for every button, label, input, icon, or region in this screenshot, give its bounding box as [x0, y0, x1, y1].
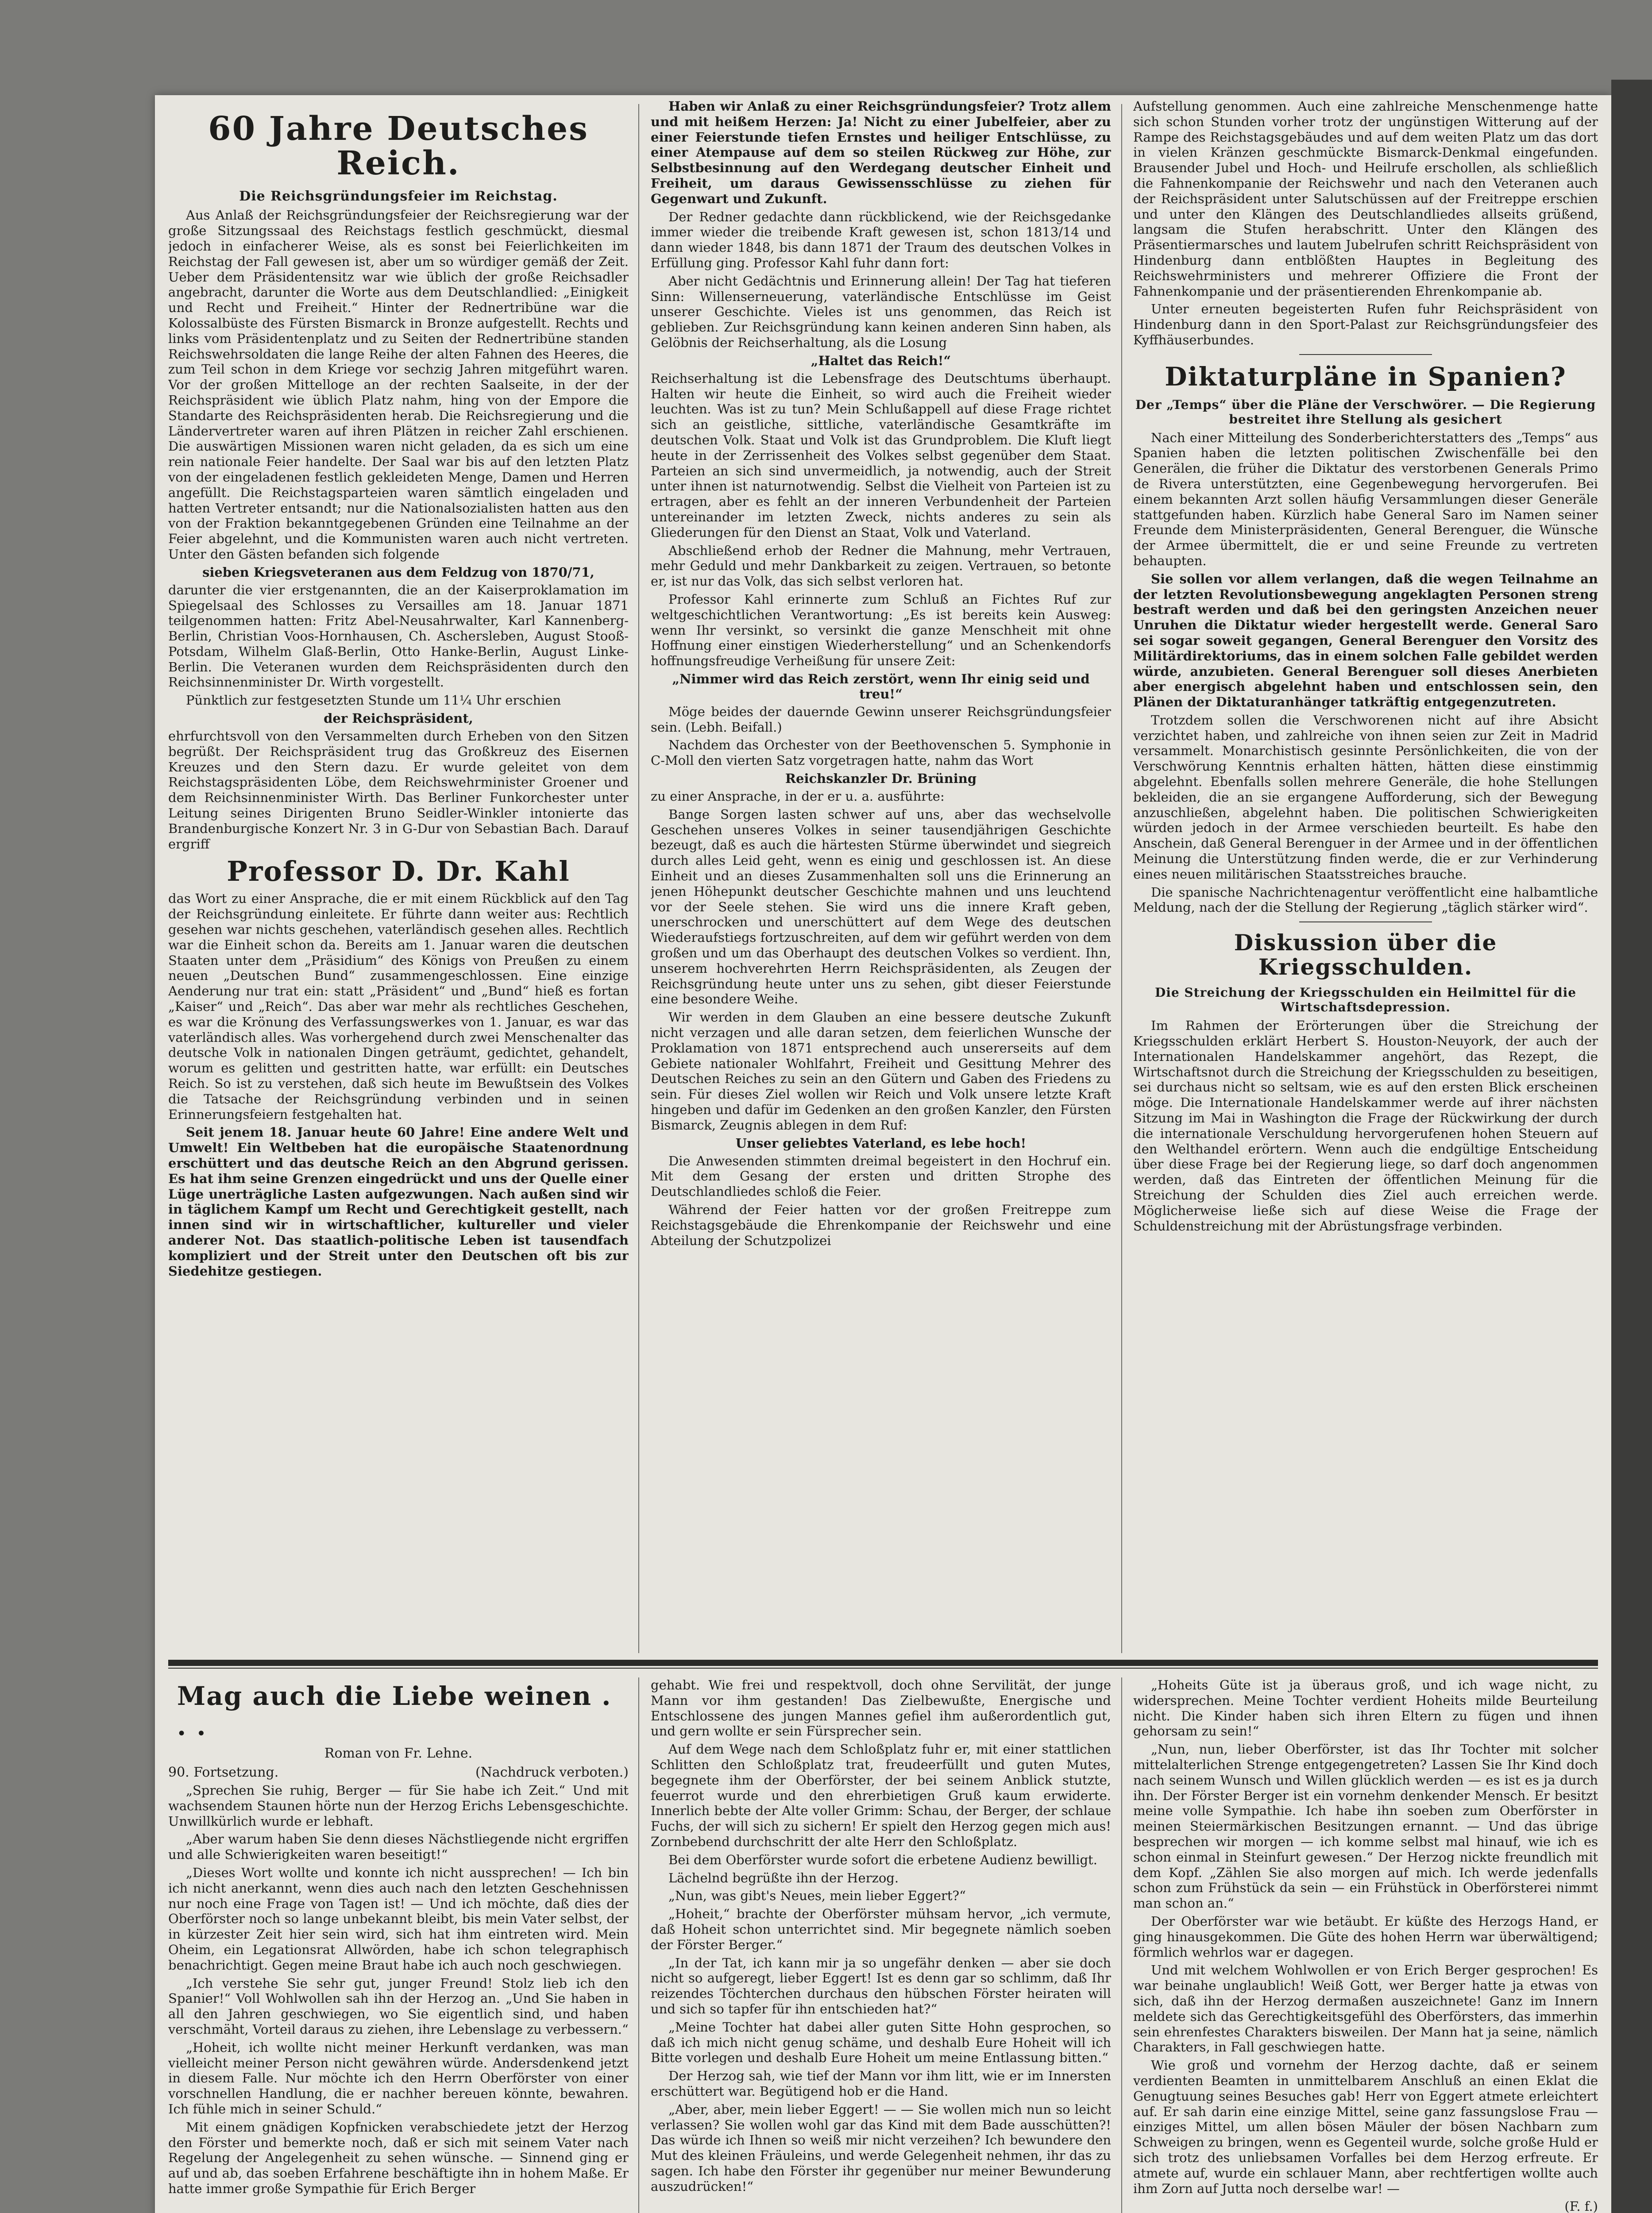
serial-continuation-mark: (F. f.) [1564, 2199, 1598, 2213]
section-divider-thin [168, 1668, 1598, 1669]
article-paragraph: Unter erneuten begeisterten Rufen fuhr Reichspräsident von Hindenburg dann in den Sport-Palast zur Reichsgründungsfeier des Kyffhäuserbundes. [1133, 301, 1598, 347]
serial-paragraph: „Hoheit, ich wollte nicht meiner Herkunft verdanken, was man vielleicht meiner Person nicht gewähren würde. Andersdenkend jetzt in diesem Falle. Nur möchte ich den Herrn Oberförster von einer vorschnellen Handlung, die er nachher bereuen könnte, bewahren. Ich fühle mich in seiner Schuld.“ [168, 2040, 629, 2117]
article-paragraph: ehrfurchtsvoll von den Versammelten durch Erheben von den Sitzen begrüßt. Der Reichspräsident trug das Großkreuz des Eisernen Kreuzes und den Stern dazu. Er wurde geleitet von dem Reichstagspräsidenten Löbe, dem Reichswehrminister Groener und dem Reichsinnenminister Wirth. Das Berliner Funkorchester unter Leitung seines Dirigenten Bruno Seidler-Winkler intonierte das Brandenburgische Konzert Nr. 3 in G-Dur von Sebastian Bach. Darauf ergriff [168, 729, 629, 852]
serial-column-1 [168, 1677, 629, 2213]
serial-paragraph: „Hoheit,“ brachte der Oberförster mühsam hervor, „ich vermute, daß Hoheit schon unterrichtet sind. Mir begegnete nämlich soeben der Förster Berger.“ [651, 1906, 1111, 1952]
serial-paragraph: „Hoheits Güte ist ja überaus groß, und ich wage nicht, zu widersprechen. Meine Tochter verdient Hoheits milde Beurteilung nicht. Die Kinder haben sich ihren Eltern zu fügen und ihnen gehorsam zu sein!“ [1133, 1677, 1598, 1739]
article-paragraph: Aufstellung genommen. Auch eine zahlreiche Menschenmenge hatte sich schon Stunden vorher trotz der ungünstigen Witterung auf der Rampe des Reichstagsgebäudes und auf dem weiten Platz um das dort in vielen Kränzen geschmückte Bismarck-Denkmal eingefunden. Brausender Jubel und Hoch- und Heilrufe erschollen, als schließlich die Fahnenkompanie der Reichswehr und nach den Veteranen auch der Reichspräsident unter Salutschüssen auf der Freitreppe erschien und unter den Klängen des Deutschlandliedes allseits grüßend, langsam die Stufen herabschritt. Unter den Klängen des Präsentiermarsches und lautem Jubelrufen schritt Reichspräsident von Hindenburg dann entblößten Hauptes in Begleitung des Reichswehrministers und mehrerer Offiziere die Front der Fahnenkompanie und der präsentierenden Ehrenkompanie ab. [1133, 99, 1598, 299]
article-paragraph: „Nimmer wird das Reich zerstört, wenn Ihr einig seid und treu!“ [672, 671, 1090, 702]
article-paragraph: Möge beides der dauernde Gewinn unserer Reichsgründungsfeier sein. (Lebh. Beifall.) [651, 704, 1111, 735]
article-paragraph: Während der Feier hatten vor der großen Freitreppe zum Reichstagsgebäude die Ehrenkompanie der Reichswehr und eine Abteilung der Schutzpolizei [651, 1202, 1111, 1248]
column-rule [638, 104, 639, 1653]
installment-number: 90. Fortsetzung. [168, 1765, 279, 1780]
article-paragraph: Aber nicht Gedächtnis und Erinnerung allein! Der Tag hat tieferen Sinn: Willenserneuerung, vaterländische Entschlüsse im Geist unserer Geschichte. Vieles ist uns genommen, das Reich ist geblieben. Zur Reichsgründung kann keinen anderen Sinn haben, als Gelöbnis der Reichserhaltung, als die Losung [651, 273, 1111, 350]
article-paragraph: Pünktlich zur festgesetzten Stunde um 11¼ Uhr erschien [186, 693, 561, 708]
column-1 [168, 99, 629, 1657]
serial-paragraph: gehabt. Wie frei und respektvoll, doch ohne Servilität, der junge Mann vor ihm gestanden! Das Zielbewußte, Energische und Entschlossene des jungen Mannes gefiel ihm außerordentlich gut, und gern wollte er sein Fürsprecher sein. [651, 1677, 1111, 1739]
article-paragraph: sieben Kriegsveteranen aus dem Feldzug von 1870/71, [202, 564, 594, 580]
serial-paragraph: Lächelnd begrüßte ihn der Herzog. [668, 1870, 899, 1885]
article-separator [1299, 354, 1432, 355]
article-headline: 60 Jahre Deutsches Reich. [208, 110, 589, 182]
column-3 [1133, 99, 1598, 1657]
serial-meta-row [168, 1765, 629, 1780]
article-subheadline: Die Streichung der Kriegsschulden ein Heilmittel für die Wirtschaftsdepression. [1154, 985, 1577, 1015]
article-paragraph: Reichserhaltung ist die Lebensfrage des Deutschtums überhaupt. Halten wir heute die Einheit, so wird auch die Freiheit wieder leuchten. Was ist zu tun? Mein Schlußappell auf diese Frage richtet sich an geistliche, sittliche, vaterländische Gesamtkräfte im deutschen Volk. Staat und Volk ist das Grundproblem. Die Kluft liegt heute in der Zerrissenheit des Volkes selbst gegenüber dem Staat. Parteien an sich sind unvermeidlich, ja notwendig, auch der Streit unter ihnen ist naturnotwendig. Selbst die Vielheit von Parteien ist zu ertragen, aber es fehlt an der inneren Verbundenheit der Parteien untereinander im letzten Zweck, nichts anderes zu sein als Gliederungen für den Dienst an Staat, Volk und Vaterland. [651, 370, 1111, 540]
article-paragraph: Im Rahmen der Erörterungen über die Streichung der Kriegsschulden erklärt Herbert S. Houston-Neuyork, der auch der Internationalen Handelskammer angehört, das Rezept, die Wirtschaftsnot durch die Streichung der Kriegsschulden zu beseitigen, sei durchaus nicht so seltsam, wie es auf den ersten Blick erscheinen möge. Die Internationale Handelskammer werde auf ihrer nächsten Sitzung im Mai in Washington die Frage der Rückwirkung der durch die internationale Verschuldung hervorgerufenen hohen Steuern auf den Welthandel erörtern. Wenn auch die endgültige Entscheidung über diese Frage bei der Regierung liege, so darf doch angenommen werden, daß das Eintreten der öffentlichen Meinung für die Streichung der Schulden dies Ziel auch erreichen werde. Möglicherweise ließe sich auf diese Weise die Frage der Schuldenstreichung mit der Abrüstungsfrage verbinden. [1133, 1018, 1598, 1234]
article-paragraph: Trotzdem sollen die Verschworenen nicht auf ihre Absicht verzichtet haben, und zahlreiche von ihnen seien zur Zeit in Madrid versammelt. Monarchistisch gesinnte Persönlichkeiten, die von der Verschwörung Kenntnis erhalten hätten, hätten diese einstimmig abgelehnt. Ebenfalls sollen mehrere Generäle, die hohe Stellungen bekleiden, die an sie ergangene Aufforderung, sich der Bewegung anzuschließen, abgelehnt haben. Die politischen Schwierigkeiten würden jedoch in der Armee verschieden beurteilt. Es habe den Anschein, daß General Berenguer in der Armee und in der öffentlichen Meinung die Unterstützung finden werde, die er zur Verhinderung eines neuen militärischen Staatsstreiches brauche. [1133, 712, 1598, 882]
serial-paragraph: Der Herzog sah, wie tief der Mann vor ihm litt, wie er im Innersten erschüttert war. Begütigend hob er die Hand. [651, 2068, 1111, 2099]
article-paragraph: Sie sollen vor allem verlangen, daß die wegen Teilnahme an der letzten Revolutionsbewegung angeklagten Personen streng bestraft werden und daß bei den geringsten Anzeichen neuer Unruhen die Diktatur wieder hergestellt werde. General Saro sei sogar soweit gegangen, General Berenguer den Vorsitz des Militärdirektoriums, das in einem solchen Falle gebildet werden würde, anzubieten. General Berenguer soll dieses Anerbieten aber energisch abgelehnt haben und entschlossen sein, den Plänen der Diktaturanhänger tatkräftig entgegenzutreten. [1133, 571, 1598, 710]
serial-title: Mag auch die Liebe weinen . . . [177, 1681, 612, 1741]
serial-byline: Roman von Fr. Lehne. [324, 1746, 473, 1761]
section-divider [168, 1660, 1598, 1666]
serial-paragraph: „Aber warum haben Sie denn dieses Nächstliegende nicht ergriffen und alle Schwierigkeiten waren beseitigt!“ [168, 1831, 629, 1862]
column-2 [651, 99, 1111, 1657]
serial-paragraph: „Aber, aber, mein lieber Eggert! — — Sie wollen mich nun so leicht verlassen? Sie wollen wohl gar das Kind mit dem Bade ausschütten?! Das würde ich Ihnen so weiß mir nicht verzeihen? Ich bewundere den Mut des kleinen Fräuleins, und werde Gelegenheit nehmen, ihr das zu sagen. Ich habe den Förster ihr gegenüber nur meiner Bewunderung auszudrücken!“ [651, 2101, 1111, 2194]
speaker-heading: Professor D. Dr. Kahl [227, 855, 570, 888]
newspaper-page [155, 95, 1611, 2213]
serial-paragraph: Bei dem Oberförster wurde sofort die erbetene Audienz bewilligt. [668, 1852, 1097, 1867]
article-subheadline: Die Reichsgründungsfeier im Reichstag. [239, 189, 558, 204]
speaker-heading: Reichskanzler Dr. Brüning [785, 771, 977, 787]
column-rule [1121, 1677, 1122, 2213]
article-paragraph: Seit jenem 18. Januar heute 60 Jahre! Eine andere Welt und Umwelt! Ein Weltbeben hat die europäische Staatenordnung erschüttert und das deutsche Reich an den Abgrund gerissen. Es hat ihm seine Grenzen eingedrückt und uns der Quelle einer Lüge unerträgliche Lasten aufgezwungen. Nach außen sind wir in täglichem Kampf um Recht und Gerechtigkeit gestellt, nach innen sind wir in wirtschaftlicher, kultureller und vieler anderer Not. Das staatlich-politische Leben ist tausendfach kompliziert und der Streit unter den Deutschen oft bis zur Siedehitze gestiegen. [168, 1125, 629, 1279]
article-paragraph: Professor Kahl erinnerte zum Schluß an Fichtes Ruf zur weltgeschichtlichen Verantwortung: „Es ist bereits kein Ausweg: wenn Ihr versinkt, so versinkt die ganze Menschheit mit ohne Hoffnung einer einstigen Wiederherstellung“ und an Schenkendorfs hoffnungsfreudige Verheißung für unsere Zeit: [651, 591, 1111, 669]
article-paragraph: Haben wir Anlaß zu einer Reichsgründungsfeier? Trotz allem und mit heißem Herzen: Ja! Nicht zu einer Jubelfeier, aber zu einer Feierstunde tiefen Ernstes und heiliger Entschlüsse, zu einer Atempause auf dem so steilen Rückweg zur Höhe, zur Selbstbesinnung auf den Werdegang deutscher Einheit und Freiheit, um daraus Gewissensschlüsse zu ziehen für Gegenwart und Zukunft. [651, 99, 1111, 206]
article-paragraph: Die Anwesenden stimmten dreimal begeistert in den Hochruf ein. Mit dem Gesang der ersten und dritten Strophe des Deutschlandliedes schloß die Feier. [651, 1153, 1111, 1199]
article-paragraph: Abschließend erhob der Redner die Mahnung, mehr Vertrauen, mehr Geduld und mehr Dankbarkeit zu zeigen. Vertrauen, so betonte er, ist nur das Volk, das sich selbst verloren hat. [651, 543, 1111, 589]
serial-column-2 [651, 1677, 1111, 2213]
article-paragraph: Aus Anlaß der Reichsgründungsfeier der Reichsregierung war der große Sitzungssaal des Reichstags festlich geschmückt, diesmal jedoch in einfacherer Weise, als es sonst bei Feierlichkeiten im Reichstag der Fall gewesen ist, aber um so würdiger gemäß der Zeit. Ueber dem Präsidentensitz war wie üblich der große Reichsadler angebracht, darunter die Worte aus dem Deutschlandlied: „Einigkeit und Recht und Freiheit.“ Hinter der Rednertribüne war die Kolossalbüste des Fürsten Bismarck in Bronze aufgestellt. Rechts und links vom Präsidentenplatz und zu Seiten der Rednertribüne standen Reichswehrsoldaten die lange Reihe der alten Fahnen des Heeres, die zum Teil schon in dem Kriege vor sechzig Jahren mitgeführt waren. Vor der großen Mittelloge an der rechten Saalseite, in der der Reichspräsident wie üblich Platz nahm, hing von der Empore die Standarte des Reichspräsidenten herab. Die Reichsregierung und die Ländervertreter waren auf ihren Plätzen in reicher Zahl erschienen. Die auswärtigen Missionen waren nicht geladen, da es sich um eine rein nationale Feier handelte. Der Saal war bis auf den letzten Platz von der eingeladenen festlich gekleideten Menge, Damen und Herren angefüllt. Die Reichstagsparteien waren sämtlich eingeladen und hatten Vertreter entsandt; nur die Nationalsozialisten hatten aus den von der Fraktion bekanntgegebenen Gründen eine Teilnahme an der Feier abgelehnt, und die Kommunisten waren auch nicht vertreten. Unter den Gästen befanden sich folgende [168, 208, 629, 562]
serial-column-3 [1133, 1677, 1598, 2213]
serial-paragraph: Mit einem gnädigen Kopfnicken verabschiedete jetzt der Herzog den Förster und bemerkte noch, daß er sich mit seinem Vater nach Regelung der Angelegenheit zu sehen wünsche. — Sinnend ging er auf und ab, das soeben Erfahrene beschäftigte ihn in hohem Maße. Er hatte immer große Sympathie für Erich Berger [168, 2119, 629, 2196]
serial-paragraph: Der Oberförster war wie betäubt. Er küßte des Herzogs Hand, er ging hinausgekommen. Die Güte des hohen Herrn war überwältigend; förmlich wehrlos war er dagegen. [1133, 1913, 1598, 1960]
article-subheadline: Der „Temps“ über die Pläne der Verschwörer. — Die Regierung bestreitet ihre Stellung als gesichert [1135, 397, 1596, 427]
article-paragraph: Unser geliebtes Vaterland, es lebe hoch! [735, 1135, 1027, 1151]
serial-paragraph: Und mit welchem Wohlwollen er von Erich Berger gesprochen! Es war beinahe unglaublich! Weiß Gott, wer Berger hatte ja etwas von sich, daß ihn der Herzog dermaßen auszeichnete! Ganz im Innern meldete sich das Gerechtigkeitsgefühl des Oberförsters, das immerhin sein ehrenfestes Charakters bisweilen. Der Mann hat ja seine, nämlich Charakters, in Fall geschwiegen hatte. [1133, 1962, 1598, 2055]
serial-paragraph: „Meine Tochter hat dabei aller guten Sitte Hohn gesprochen, so daß ich mich nicht genug schäme, und deshalb Eure Hoheit will ich Bitte vorlegen und deshalb Eure Hoheit um meine Entlassung bitten.“ [651, 2019, 1111, 2066]
article-paragraph: zu einer Ansprache, in der er u. a. ausführte: [651, 789, 945, 804]
article-paragraph: das Wort zu einer Ansprache, die er mit einem Rückblick auf den Tag der Reichsgründung einleitete. Er führte dann weiter aus: Rechtlich gesehen war nichts geschehen, vaterländisch gesehen alles. Rechtlich war die Einheit schon da. Bereits am 1. Januar waren die deutschen Staaten unter dem „Präsidium“ des Königs von Preußen zu einem neuen „Deutschen Bund“ zusammengeschlossen. Eine einzige Aenderung nur trat ein: statt „Präsident“ und „Bund“ hieß es fortan „Kaiser“ und „Reich“. Das aber war mehr als rechtliches Geschehen, es war die Krönung des Verfassungswerkes von 1. Januar, es war das vaterländisch alles. Was vorhergehend durch zwei Menschenalter das deutsche Volk in nationalen Dingen geträumt, gedichtet, gehandelt, worum es gelitten und gestritten hatte, war erfüllt: ein Deutsches Reich. So ist zu verstehen, daß sich heute im Bewußtsein des Volkes die Tatsache der Reichsgründung verbinden und in seinen Erinnerungsfeiern festgehalten hat. [168, 891, 629, 1122]
serial-paragraph: „Dieses Wort wollte und konnte ich nicht aussprechen! — Ich bin ich nicht anerkannt, wenn dies auch nach den letzten Geschehnissen nur noch eine Frage von Tagen ist! — Und ich möchte, daß dies der Oberförster noch so lange unbekannt bleibt, bis mein Vater selbst, der in kürzester Zeit hier sein wird, sich hat ihm eintreten wird. Mein Oheim, ein Legationsrat Allwörden, habe ich schon telegraphisch benachrichtigt. Gegen meine Braut habe ich auch noch geschwiegen. [168, 1865, 629, 1973]
article-paragraph: Nach einer Mitteilung des Sonderberichterstatters des „Temps“ aus Spanien haben die letzten politischen Zwischenfälle bei den Generälen, die früher die Diktatur des verstorbenen Generals Primo de Rivera unterstützten, eine Gegenbewegung hervorgerufen. Bei einem bekannten Arzt sollen häufig Versammlungen dieser Generäle stattgefunden haben. Kürzlich habe General Saro im Namen seiner Freunde dem Ministerpräsidenten, General Berenguer, die Wünsche der Armee übermittelt, die er und seine Freunde zu vertreten behaupten. [1133, 430, 1598, 568]
adjacent-page-edge [1611, 80, 1652, 2213]
article-paragraph: der Reichspräsident, [324, 711, 473, 726]
article-headline: Diktaturpläne in Spanien? [1165, 361, 1567, 392]
serial-paragraph: „Ich verstehe Sie sehr gut, junger Freund! Stolz lieb ich den Spanier!“ Voll Wohlwollen sah ihn der Herzog an. „Und Sie haben in all den Jahren geschwiegen, wo Sie eigentlich sind, und haben verschmäht, Vorteil daraus zu ziehen, ihre Lebenslage zu verbessern.“ [168, 1975, 629, 2037]
article-paragraph: „Haltet das Reich!“ [811, 353, 951, 368]
serial-paragraph: Auf dem Wege nach dem Schloßplatz fuhr er, mit einer stattlichen Schlitten den Schloßplatz trat, freudeerfüllt und guten Mutes, begegnete ihm der Oberförster, der bei seinem Anblick stutzte, feuerrot wurde und den ehrerbietigen Gruß kaum erwiderte. Innerlich bebte der Alte voller Grimm: Schau, der Berger, der schlaue Fuchs, der will sich zu sichern! Er spielt den Herzog gegen mich aus! Zornbebend durchschritt der alte Herr den Schloßplatz. [651, 1742, 1111, 1849]
article-paragraph: Die spanische Nachrichtenagentur veröffentlicht eine halbamtliche Meldung, nach der die Stellung der Regierung „täglich stärker wird“. [1133, 884, 1598, 915]
serial-paragraph: Wie groß und vornehm der Herzog dachte, daß er seinem verdienten Beamten in unmittelbarem Anschluß an einen Eklat die Genugtuung seines Besuches gab! Herr von Eggert atmete erleichtert auf. Er sah darin eine einzige Mittel, seine ganz fassungslose Frau — einziges Mittel, um allen bösen Mäuler der bösen Nachbarn zum Schweigen zu bringen, wenn es Gegenteil wurde, solche große Huld er sich trotz des unliebsamen Vorfalles bei dem Herzog erfreute. Er atmete auf, wurde ein schlauer Mann, aber rechtfertigen wollte auch ihm Zorn auf Jutta noch derselbe war! — [1133, 2058, 1598, 2196]
article-separator [1299, 921, 1432, 922]
article-paragraph: darunter die vier erstgenannten, die an der Kaiserproklamation im Spiegelsaal des Schlosses zu Versailles am 18. Januar 1871 teilgenommen hatten: Fritz Abel-Neusahrwalter, Karl Kannenberg-Berlin, Christian Voos-Hornhausen, Ch. Aschersleben, August Stooß-Potsdam, Wilhelm Glaß-Berlin, Otto Hanke-Berlin, August Linke-Berlin. Die Veteranen wurden dem Reichspräsidenten durch den Reichsinnenminister Dr. Wirth vorgestellt. [168, 582, 629, 690]
article-paragraph: Bange Sorgen lasten schwer auf uns, aber das wechselvolle Geschehen unseres Volkes in seiner tausendjährigen Geschichte bezeugt, daß es auch die härtesten Stürme überwindet und siegreich durch alles Leid geht, wenn es einig und geschlossen ist. An diese Einheit und an dieses Zusammenhalten soll uns die Erinnerung an jenen Höhepunkt deutscher Geschichte mahnen und uns leuchtend vor der Seele stehen. Sie wird uns die innere Kraft geben, unerschrocken und unerschüttert auf dem Wege des deutschen Wiederaufstiegs fortzuschreiten, auf dem wir geführt werden von dem großen und um das Oberhaupt des deutschen Volkes so verdient. Ihn, unserem hochverehrten Herrn Reichspräsidenten, als Zeugen der Reichsgründung heute unter uns zu sehen, gibt dieser Feierstunde eine besondere Weihe. [651, 806, 1111, 1007]
article-paragraph: Der Redner gedachte dann rückblickend, wie der Reichsgedanke immer wieder die treibende Kraft gewesen ist, schon 1813/14 und dann wieder 1848, bis dann 1871 der Traum des deutschen Volkes in Erfüllung ging. Professor Kahl fuhr dann fort: [651, 209, 1111, 270]
article-headline: Diskussion über die Kriegsschulden. [1234, 929, 1498, 980]
column-rule [638, 1677, 639, 2213]
article-paragraph: Wir werden in dem Glauben an eine bessere deutsche Zukunft nicht verzagen und alle daran setzen, dem feierlichen Wunsche der Proklamation von 1871 entsprechend auch unsererseits auf dem Gebiete nationaler Wohlfahrt, Freiheit und Gesittung Mehrer des Deutschen Reiches zu sein an den Gütern und Gaben des Friedens zu sein. Für dieses Ziel wollen wir Reich und Volk unsere letzte Kraft hingeben und dafür im Gedenken an den großen Kanzler, den Fürsten Bismarck, Zeugnis ablegen in dem Ruf: [651, 1010, 1111, 1133]
article-paragraph: Nachdem das Orchester von der Beethovenschen 5. Symphonie in C-Moll den vierten Satz vorgetragen hatte, nahm das Wort [651, 737, 1111, 768]
serial-paragraph: „Nun, nun, lieber Oberförster, ist das Ihr Tochter mit solcher mittelalterlichen Strenge entgegengetreten? Lassen Sie Ihr Kind doch nach seinem Wunsch und Willen glücklich werden — es ist es ja durch ihn. Der Förster Berger ist ein vornehm denkender Mensch. Er besitzt meine volle Sympathie. Ich habe ihn soeben zum Oberförster in meinen Steiermärkischen Besitzungen ernannt. — Und das übrige besprechen wir morgen — ich komme selbst mal hinauf, wie ich es schon einmal in Steinfurt gewesen.“ Der Herzog nickte freundlich mit dem Kopf. „Zählen Sie also morgen auf mich. Ich werde jedenfalls schon zum Frühstück da sein — ein Frühstück in Oberförsterei nimmt man schon an.“ [1133, 1742, 1598, 1911]
serial-paragraph: „Sprechen Sie ruhig, Berger — für Sie habe ich Zeit.“ Und mit wachsendem Staunen hörte nun der Herzog Erichs Lebensgeschichte. Unwillkürlich wurde er lebhaft. [168, 1783, 629, 1829]
reprint-notice: (Nachdruck verboten.) [475, 1765, 629, 1780]
column-rule [1121, 104, 1122, 1653]
serial-paragraph: „In der Tat, ich kann mir ja so ungefähr denken — aber sie doch nicht so aufgeregt, lieber Eggert! Ist es denn gar so schlimm, daß Ihr reizendes Töchterchen durchaus den hübschen Förster heiraten will und sich so tapfer für ihn entschieden hat?“ [651, 1955, 1111, 2016]
serial-paragraph: „Nun, was gibt's Neues, mein lieber Eggert?“ [668, 1888, 966, 1904]
